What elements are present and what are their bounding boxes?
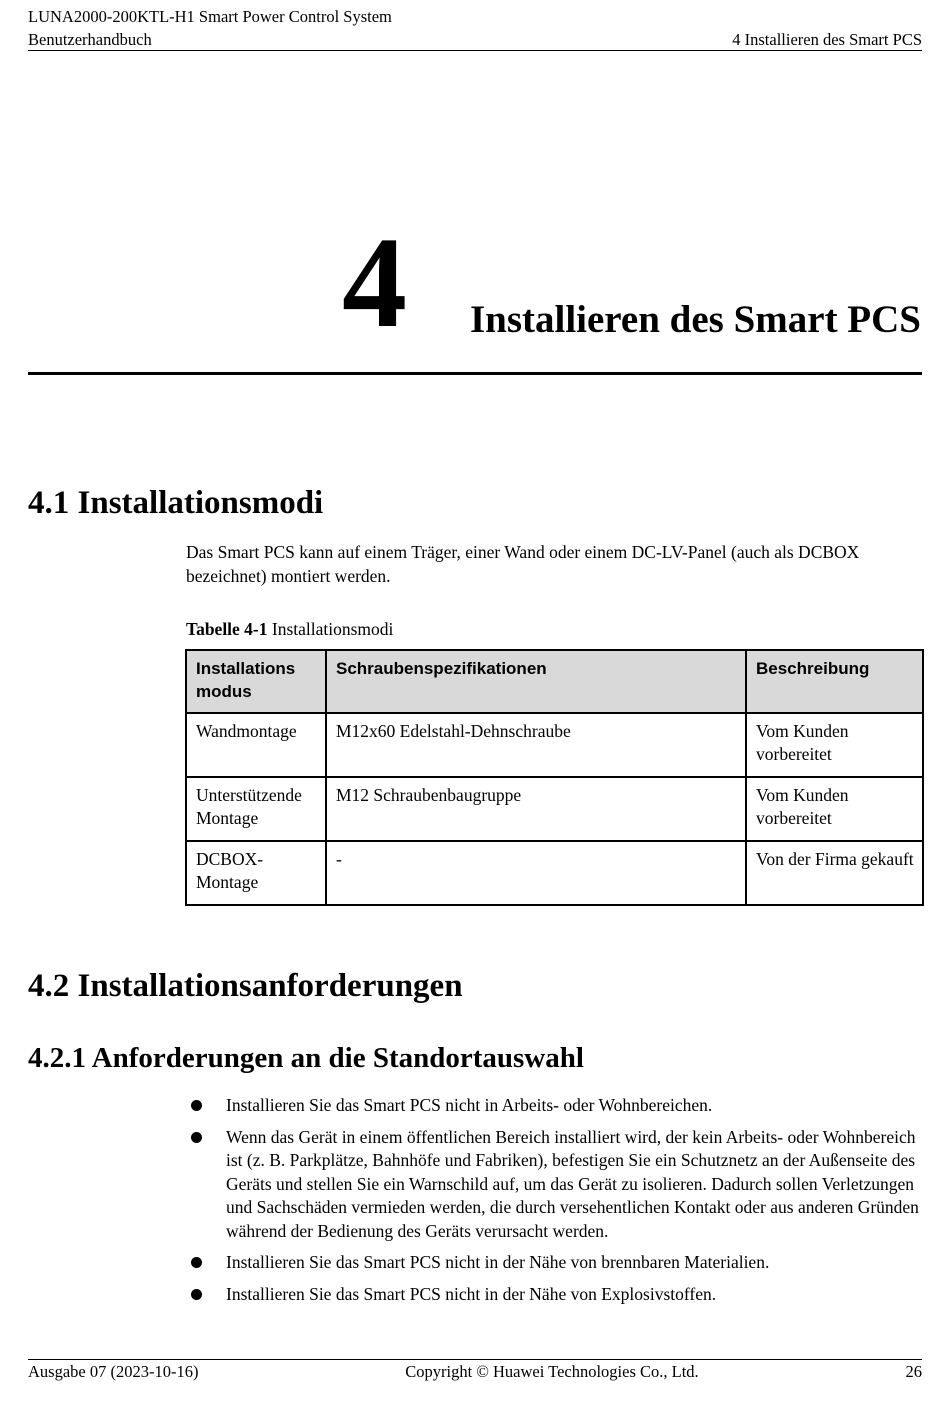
table-cell: DCBOX-Montage [186, 841, 326, 905]
table-caption [186, 618, 393, 641]
header-divider [28, 50, 922, 51]
bullet-icon [191, 1132, 202, 1143]
header-manual: Benutzerhandbuch [28, 30, 152, 49]
list-item [186, 1094, 922, 1118]
header-chapter: 4 Installieren des Smart PCS [732, 30, 922, 49]
list-item-text: Installieren Sie das Smart PCS nicht in der Nähe von Explosivstoffen. [226, 1283, 717, 1304]
table-cell: Unterstützende Montage [186, 777, 326, 841]
table-header-row [186, 650, 923, 713]
list-item-text: Wenn das Gerät in einem öffentlichen Bereich installiert wird, der kein Arbeits- oder Wohnbereich ist (z. B. Parkplätze, Bahnhöfe und Fabriken), befestigen Sie ein Schutznetz an der Außenseite des Geräts und stellen Sie ein Warnschild auf, um das Gerät zu isolieren. Dadurch sollen Verletzungen und Sachschäden vermieden werden, die durch versehentlichen Kontakt oder aus anderen Gründen während der Bedienung des Geräts verursacht werden. [226, 1126, 919, 1241]
bullet-icon [191, 1289, 202, 1300]
chapter-number: 4 [342, 211, 405, 355]
table-cell: M12x60 Edelstahl-Dehnschraube [326, 713, 746, 777]
chapter-divider [28, 372, 922, 375]
table-header-cell: Beschreibung [746, 650, 923, 713]
table-cell: M12 Schraubenbaugruppe [326, 777, 746, 841]
list-item [186, 1126, 922, 1244]
bullet-icon [191, 1257, 202, 1268]
installation-modes-table [185, 649, 924, 906]
header-product: LUNA2000-200KTL-H1 Smart Power Control System [28, 7, 392, 26]
table-cell: - [326, 841, 746, 905]
table-caption-text: Installationsmodi [267, 619, 394, 639]
table-header-cell: Installations modus [186, 650, 326, 713]
table-row [186, 713, 923, 777]
footer-copyright: Copyright © Huawei Technologies Co., Ltd. [405, 1362, 699, 1381]
table-cell: Von der Firma gekauft [746, 841, 923, 905]
table-caption-label: Tabelle 4-1 [186, 619, 268, 639]
list-item-text: Installieren Sie das Smart PCS nicht in der Nähe von brennbaren Materialien. [226, 1252, 770, 1272]
page-footer [28, 1360, 922, 1383]
page-number: 26 [905, 1362, 922, 1381]
requirements-list [186, 1094, 922, 1314]
table-cell: Vom Kunden vorbereitet [746, 777, 923, 841]
list-item [186, 1251, 922, 1275]
table-cell: Wandmontage [186, 713, 326, 777]
section-paragraph: Das Smart PCS kann auf einem Träger, einer Wand oder einem DC-LV-Panel (auch als DCBOX bezeichnet) montiert werden. [186, 542, 860, 586]
table-header-cell: Schraubenspezifikationen [326, 650, 746, 713]
table-row [186, 841, 923, 905]
running-header [28, 5, 922, 51]
chapter-title: Installieren des Smart PCS [469, 298, 921, 341]
footer-edition: Ausgabe 07 (2023-10-16) [28, 1362, 199, 1381]
list-item [186, 1283, 922, 1307]
bullet-icon [191, 1100, 202, 1111]
table-row [186, 777, 923, 841]
list-item-text: Installieren Sie das Smart PCS nicht in Arbeits- oder Wohnbereichen. [226, 1095, 713, 1115]
table-cell: Vom Kunden vorbereitet [746, 713, 923, 777]
section-heading-4-2: 4.2 Installationsanforderungen [28, 968, 463, 1004]
section-heading-4-2-1: 4.2.1 Anforderungen an die Standortauswahl [28, 1042, 584, 1074]
section-heading-4-1: 4.1 Installationsmodi [28, 485, 324, 521]
